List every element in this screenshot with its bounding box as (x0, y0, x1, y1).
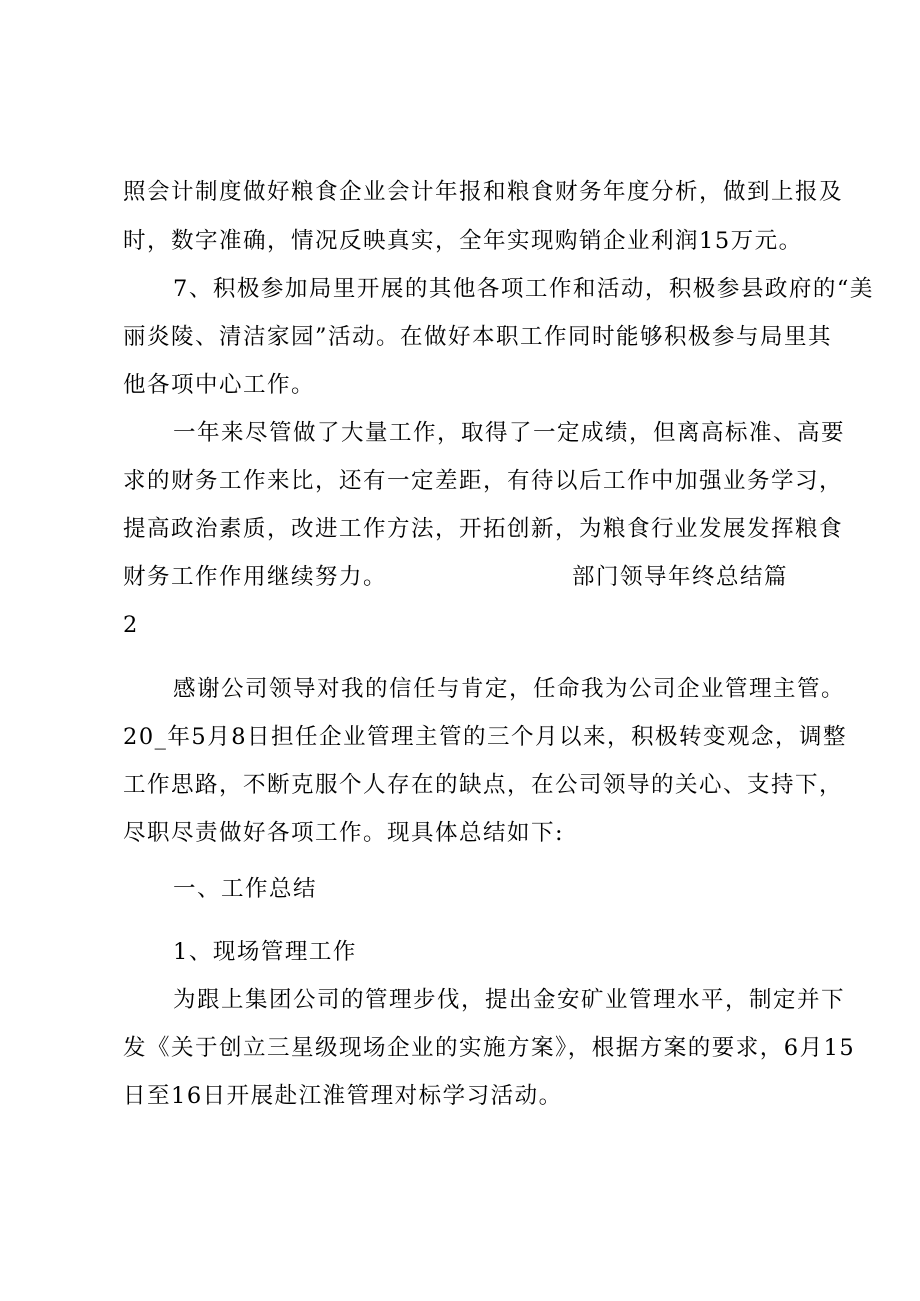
section-heading: 部门领导年终总结篇 (572, 564, 789, 590)
paragraph-line: 时，数字准确，情况反映真实，全年实现购销企业利润15万元。 (123, 228, 803, 254)
paragraph-line: 一年来尽管做了大量工作，取得了一定成绩，但离高标准、高要 (173, 420, 846, 446)
paragraph-line: 感谢公司领导对我的信任与肯定，任命我为公司企业管理主管。 (173, 676, 846, 702)
subheading: 1、现场管理工作 (173, 939, 357, 965)
paragraph-line: 工作思路，不断克服个人存在的缺点，在公司领导的关心、支持下， (123, 772, 844, 798)
section-heading-number: 2 (123, 612, 139, 638)
paragraph-line: 20_年5月8日担任企业管理主管的三个月以来，积极转变观念，调整 (123, 724, 848, 750)
paragraph-line: 求的财务工作来比，还有一定差距，有待以后工作中加强业务学习， (123, 468, 844, 494)
paragraph-line: 为跟上集团公司的管理步伐，提出金安矿业管理水平，制定并下 (173, 987, 846, 1013)
paragraph-line: 尽职尽责做好各项工作。现具体总结如下: (123, 820, 565, 846)
paragraph-line: 7、积极参加局里开展的其他各项工作和活动，积极参县政府的“美 (173, 276, 874, 302)
paragraph-line: 他各项中心工作。 (123, 372, 316, 398)
paragraph-line: 发《关于创立三星级现场企业的实施方案》，根据方案的要求，6月15 (123, 1035, 856, 1061)
subheading: 一、工作总结 (173, 876, 318, 902)
paragraph-line: 财务工作作用继续努力。 (123, 564, 388, 590)
paragraph-line: 提高政治素质，改进工作方法，开拓创新，为粮食行业发展发挥粮食 (123, 516, 844, 542)
paragraph-line: 丽炎陵、清洁家园”活动。在做好本职工作同时能够积极参与局里其 (123, 324, 833, 350)
paragraph-line: 照会计制度做好粮食企业会计年报和粮食财务年度分析，做到上报及 (123, 179, 844, 205)
paragraph-line: 日至16日开展赴江淮管理对标学习活动。 (123, 1083, 563, 1109)
